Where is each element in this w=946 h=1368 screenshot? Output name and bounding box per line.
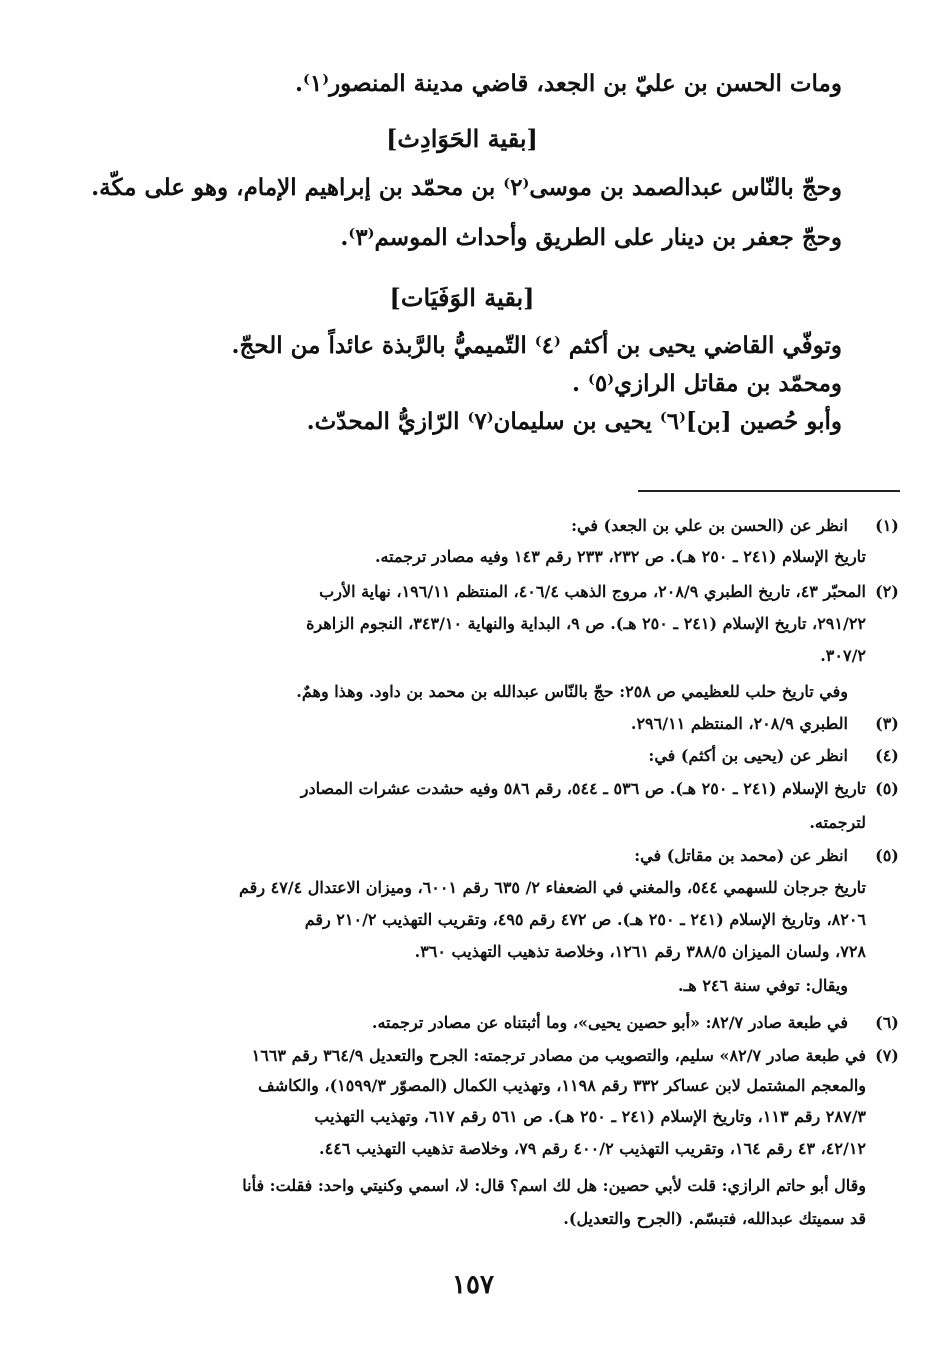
footnote-line: ٣٠٧/٢. (820, 646, 866, 665)
footnote-line: انظر عن (يحيى بن أكثم) في: (648, 746, 848, 765)
footnote-line: والمعجم المشتمل لابن عساكر ٣٣٢ رقم ١١٩٨، وتهذيب الكمال (المصوّر ١٥٩٩/٣)، والكاشف (258, 1076, 866, 1095)
footnote-number: (٥) (875, 779, 899, 798)
footnote-number: (٧) (875, 1046, 899, 1065)
footnote-line: ٢٩١/٢٢، تاريخ الإسلام (٢٤١ ـ ٢٥٠ هـ). ص ٩، البداية والنهاية ٣٤٣/١٠، النجوم الزاهرة (306, 614, 866, 633)
footnote-line: تاريخ جرجان للسهمي ٥٤٤، والمغني في الضعفاء ٢/ ٦٣٥ رقم ٦٠٠١، وميزان الاعتدال ٤٧/٤ رقم (239, 878, 866, 897)
body-line-2: وحجّ بالنّاس عبدالصمد بن موسى⁽٢⁾ بن محمّد بن إبراهيم الإمام، وهو على مكّة. (91, 174, 842, 201)
footnote-line: المحبّر ٤٣، تاريخ الطبري ٢٠٨/٩، مروج الذهب ٤٠٦/٤، المنتظم ١٩٦/١١، نهاية الأرب (319, 582, 866, 601)
footnote-separator (638, 490, 900, 492)
footnote-line: في طبعة صادر ٨٢/٧» سليم، والتصويب من مصادر ترجمته: الجرح والتعديل ٣٦٤/٩ رقم ١٦٦٣ (251, 1046, 866, 1065)
body-line-3: وحجّ جعفر بن دينار على الطريق وأحداث الموسم⁽٣⁾. (340, 224, 842, 251)
footnote-line: تاريخ الإسلام (٢٤١ ـ ٢٥٠ هـ). ص ٥٣٦ ـ ٥٤٤، رقم ٥٨٦ وفيه حشدت عشرات المصادر (300, 779, 866, 798)
footnote-number: (٣) (875, 714, 899, 733)
footnote-line: انظر عن (محمد بن مقاتل) في: (634, 846, 848, 865)
body-line-6: وأبو حُصين [بن]⁽٦⁾ يحيى بن سليمان⁽٧⁾ الرّازيُّ المحدّث. (306, 408, 842, 435)
footnote-line: لترجمته. (809, 813, 866, 832)
footnote-line: وقال أبو حاتم الرازي: قلت لأبي حصين: هل لك اسم؟ قال: لا، اسمي وكنيتي واحد: فقلت: فأنا (242, 1176, 866, 1195)
footnote-line: ٧٢٨، ولسان الميزان ٣٨٨/٥ رقم ١٢٦١، وخلاصة تذهيب التهذيب ٣٦٠. (414, 942, 866, 961)
footnote-line: ٨٢٠٦، وتاريخ الإسلام (٢٤١ ـ ٢٥٠ هـ). ص ٤٧٢ رقم ٤٩٥، وتقريب التهذيب ٢١٠/٢ رقم (304, 910, 866, 929)
footnote-line: قد سميتك عبدالله، فتبسّم. (الجرح والتعديل). (563, 1209, 866, 1228)
body-line-5: ومحمّد بن مقاتل الرازي⁽٥⁾ . (571, 370, 842, 397)
footnote-line: ويقال: توفي سنة ٢٤٦ هـ. (678, 976, 848, 995)
footnote-number: (٤) (875, 746, 899, 765)
footnote-number: (٢) (875, 582, 899, 601)
footnote-line: الطبري ٢٠٨/٩، المنتظم ٢٩٦/١١. (630, 714, 848, 733)
heading-remaining-deaths: [بقية الوَفَيَات] (389, 283, 535, 312)
footnote-line: ٢٨٧/٣ رقم ١١٣، وتاريخ الإسلام (٢٤١ ـ ٢٥٠ هـ). ص ٥٦١ رقم ٦١٧، وتهذيب التهذيب (314, 1107, 866, 1126)
footnote-line: في طبعة صادر ٨٢/٧: «أبو حصين يحيى»، وما أثبتناه عن مصادر ترجمته. (371, 1013, 848, 1032)
footnote-line: وفي تاريخ حلب للعظيمي ص ٢٥٨: حجّ بالنّاس عبدالله بن محمد بن داود. وهذا وهمٌ. (296, 682, 848, 701)
body-line-1: ومات الحسن بن عليّ بن الجعد، قاضي مدينة المنصور⁽١⁾. (295, 70, 842, 97)
footnote-number: (١) (875, 516, 899, 535)
footnote-number: (٦) (875, 1013, 899, 1032)
footnote-line: انظر عن (الحسن بن علي بن الجعد) في: (571, 516, 848, 535)
body-line-4: وتوفّي القاضي يحيى بن أكثم ⁽٤⁾ التّميميُّ بالرَّبذة عائداً من الحجّ. (231, 332, 842, 359)
page-number: ١٥٧ (452, 1270, 494, 1300)
footnote-number: (٥) (875, 846, 899, 865)
footnote-line: تاريخ الإسلام (٢٤١ ـ ٢٥٠ هـ). ص ٢٣٢، ٢٣٣ رقم ١٤٣ وفيه مصادر ترجمته. (374, 547, 866, 566)
footnote-line: ٤٢/١٢، ٤٣ رقم ١٦٤، وتقريب التهذيب ٤٠٠/٢ رقم ٧٩، وخلاصة تذهيب التهذيب ٤٤٦. (319, 1139, 866, 1158)
heading-remaining-events: [بقية الحَوَادِث] (386, 124, 538, 153)
